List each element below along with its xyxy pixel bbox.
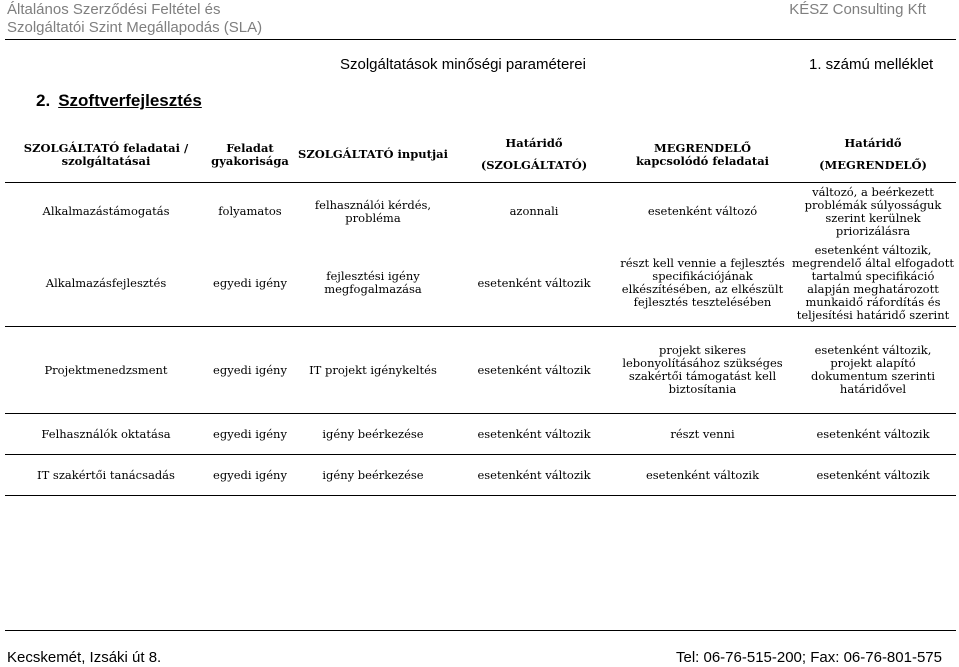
table-cell: azonnali xyxy=(509,204,559,218)
table-cell: fejlesztési igény megfogalmazása xyxy=(293,240,453,327)
subheader-right: 1. számú melléklet xyxy=(809,56,934,73)
table-cell: igény beérkezése xyxy=(293,414,453,455)
table-cell: IT projekt igénykeltés xyxy=(293,327,453,414)
table-cell: egyedi igény xyxy=(207,240,293,327)
header-cell: MEGRENDELŐ kapcsolódó feladatai xyxy=(615,127,790,183)
table-cell: részt kell vennie a fejlesztés specifikációjának elkészítésében, az elkészült fejlesztés tesztelésében xyxy=(615,240,790,327)
table-row xyxy=(5,414,956,455)
table-cell: esetenként változik xyxy=(615,455,790,496)
header-title-line1: Általános Szerződési Feltétel és xyxy=(7,1,221,18)
table-cell: esetenként változik xyxy=(453,414,615,455)
table-cell: esetenként változik xyxy=(453,240,615,327)
table-cell: igény beérkezése xyxy=(293,455,453,496)
table-cell: folyamatos xyxy=(218,204,282,218)
table-cell: esetenként változik xyxy=(453,455,615,496)
table-cell: Alkalmazástámogatás xyxy=(42,204,170,218)
header-divider xyxy=(5,39,956,40)
table-header-row xyxy=(5,127,956,183)
header-title-line2: Szolgáltatói Szint Megállapodás (SLA) xyxy=(7,19,263,36)
header-cell: Határidő (SZOLGÁLTATÓ) xyxy=(453,127,615,183)
table-cell: részt venni xyxy=(615,414,790,455)
table-cell: Projektmenedzsment xyxy=(5,327,207,414)
table-cell: Alkalmazásfejlesztés xyxy=(5,240,207,327)
table-cell: egyedi igény xyxy=(207,414,293,455)
subheader-left: Szolgáltatások minőségi paraméterei xyxy=(340,56,586,73)
footer-address: Kecskemét, Izsáki út 8. xyxy=(7,649,162,666)
footer-contact: Tel: 06-76-515-200; Fax: 06-76-801-575 xyxy=(675,649,942,666)
service-table xyxy=(5,127,956,496)
table-row xyxy=(5,455,956,496)
table-cell: esetenként változik, megrendelő által elfogadott tartalmú specifikáció alapján meghatározott munkaidő ráfordítás és teljesítési határidő szerint xyxy=(790,240,956,327)
table-row xyxy=(5,183,956,241)
table-cell: felhasználói kérdés, probléma xyxy=(314,197,432,225)
table-cell: egyedi igény xyxy=(207,455,293,496)
table-row xyxy=(5,240,956,327)
table-cell: esetenként változik xyxy=(790,455,956,496)
table-cell: projekt sikeres lebonyolításához szükséges szakértői támogatást kell biztosítania xyxy=(615,327,790,414)
table-cell: IT szakértői tanácsadás xyxy=(5,455,207,496)
table-cell: változó, a beérkezett problémák súlyosságuk szerint kerülnek priorizálásra xyxy=(804,184,942,238)
header-cell: Feladat gyakorisága xyxy=(207,127,293,183)
table-cell: esetenként változik, projekt alapító dokumentum szerinti határidővel xyxy=(790,327,956,414)
section-title xyxy=(36,91,202,111)
header-cell: Határidő (MEGRENDELŐ) xyxy=(790,127,956,183)
document-header-title xyxy=(7,1,262,37)
table-cell: esetenként változó xyxy=(647,204,758,218)
table-cell: esetenként változik xyxy=(453,327,615,414)
table-cell: egyedi igény xyxy=(207,327,293,414)
header-cell: SZOLGÁLTATÓ feladatai / szolgáltatásai xyxy=(5,127,207,183)
header-company: KÉSZ Consulting Kft xyxy=(789,1,926,18)
table-cell: Felhasználók oktatása xyxy=(5,414,207,455)
section-title-text: Szoftverfejlesztés xyxy=(58,91,202,110)
footer-divider xyxy=(5,630,956,631)
table-cell: esetenként változik xyxy=(790,414,956,455)
table-row xyxy=(5,327,956,414)
section-number: 2. xyxy=(36,91,51,110)
header-cell: SZOLGÁLTATÓ inputjai xyxy=(293,127,453,183)
